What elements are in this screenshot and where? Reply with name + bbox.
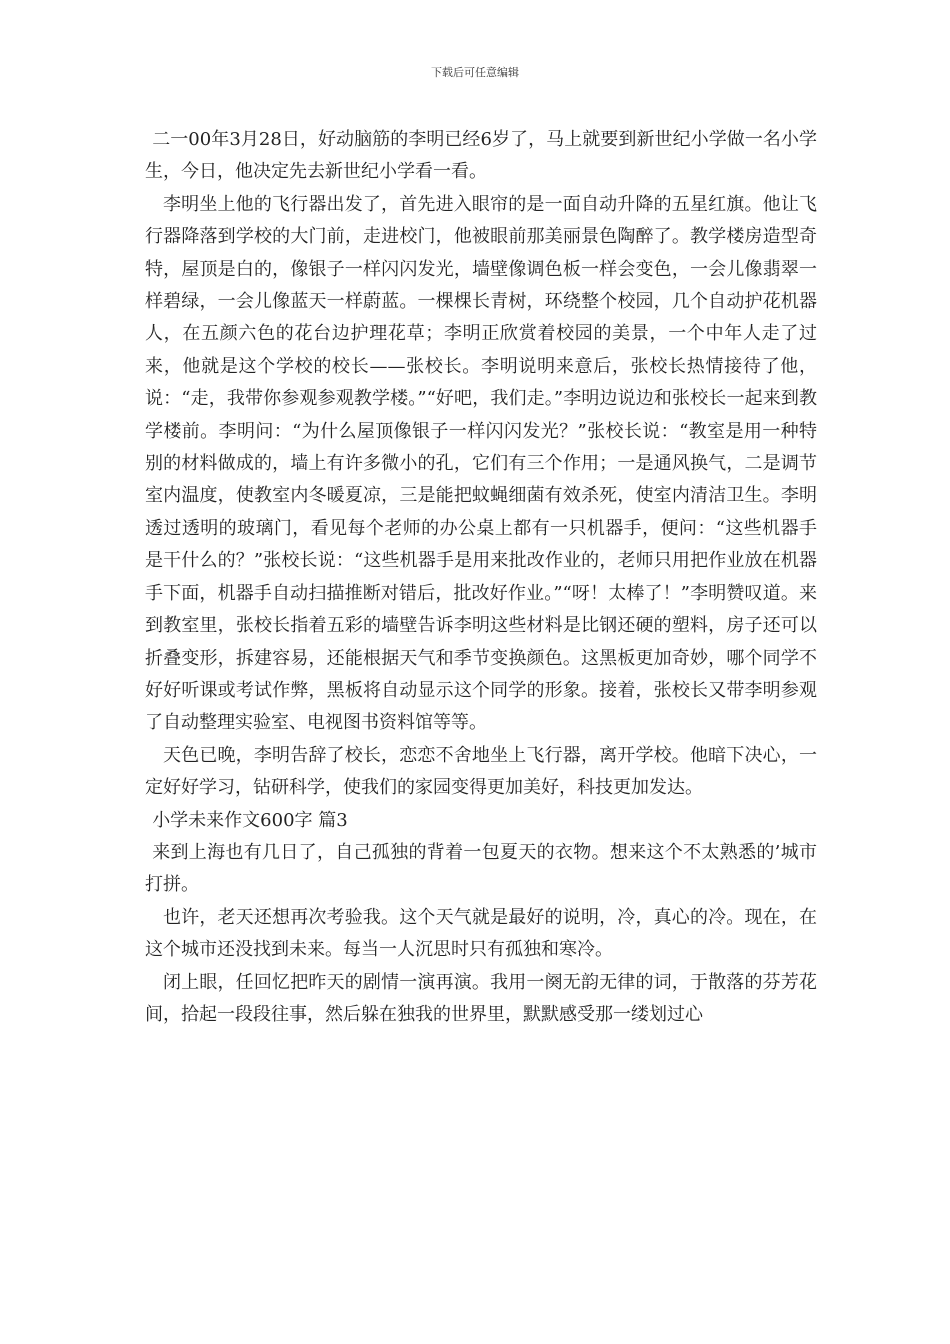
paragraph-5: 也许，老天还想再次考验我。这个天气就是最好的说明，冷，真心的冷。现在，在这个城市还没找到未来。每当一人沉思时只有孤独和寒冷。 <box>145 906 817 961</box>
paragraph-2: 李明坐上他的飞行器出发了，首先进入眼帘的是一面自动升降的五星红旗。他让飞行器降落到学校的大门前，走进校门，他被眼前那美丽景色陶醉了。教学楼房造型奇特，屋顶是白的，像银子一样闪闪发光，墙壁像调色板一样会变色，一会儿像翡翠一样碧绿，一会儿像蓝天一样蔚蓝。一棵棵长青树，环绕整个校园，几个自动护花机器人，在五颜六色的花台边护理花草；李明正欣赏着校园的美景，一个中年人走了过来，他就是这个学校的校长——张校长。李明说明来意后，张校长热情接待了他，说：“走，我带你参观参观教学楼。”“好吧，我们走。”李明边说边和张校长一起来到教学楼前。李明问：“为什么屋顶像银子一样闪闪发光？”张校长说：“教室是用一种特别的材料做成的，墙上有许多微小的孔，它们有三个作用；一是通风换气，二是调节室内温度，使教室内冬暖夏凉，三是能把蚊蝇细菌有效杀死，使室内清洁卫生。李明透过透明的玻璃门，看见每个老师的办公桌上都有一只机器手，便问：“这些机器手是干什么的？”张校长说：“这些机器手是用来批改作业的，老师只用把作业放在机器手下面，机器手自动扫描推断对错后，批改好作业。”“呀！太棒了！”李明赞叹道。来到教室里，张校长指着五彩的墙壁告诉李明这些材料是比钢还硬的塑料，房子还可以折叠变形，拆建容易，还能根据天气和季节变换颜色。这黑板更加奇妙，哪个同学不好好听课或考试作弊，黑板将自动显示这个同学的形象。接着，张校长又带李明参观了自动整理实验室、电视图书资料馆等等。 <box>145 193 817 734</box>
section-heading: 小学未来作文600字 篇3 <box>152 809 348 831</box>
document-body <box>145 124 817 1031</box>
paragraph-6: 闭上眼，任回忆把昨天的剧情一演再演。我用一阕无韵无律的词，于散落的芬芳花间，拾起一段段往事，然后躲在独我的世界里，默默感受那一缕划过心 <box>145 971 817 1025</box>
paragraph-4: 来到上海也有几日了，自己孤独的背着一包夏天的衣物。想来这个不太熟悉的’城市打拼。 <box>145 841 817 896</box>
paragraph-3: 天色已晚，李明告辞了校长，恋恋不舍地坐上飞行器，离开学校。他暗下决心，一定好好学习，钻研科学，使我们的家园变得更加美好，科技更加发达。 <box>145 744 817 799</box>
paragraph-1: 二一00年3月28日，好动脑筋的李明已经6岁了，马上就要到新世纪小学做一名小学生，今日，他决定先去新世纪小学看一看。 <box>145 129 817 183</box>
page-header: 下载后可任意编辑 <box>431 66 519 79</box>
